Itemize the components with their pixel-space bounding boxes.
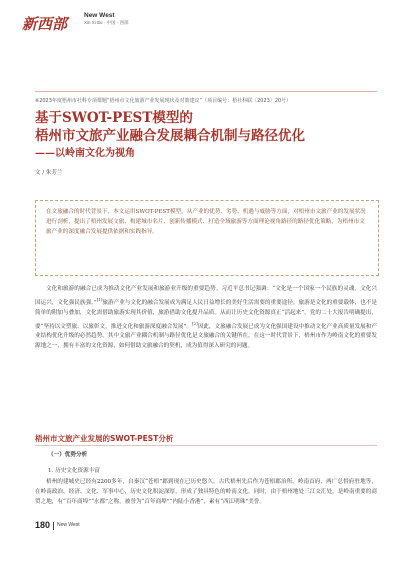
body-paragraph-2: 梧州的建城史已经有2200多年，自秦汉“苍梧”郡到现在已历史悠久。古代梧州先后作为苍梧郡治所、岭南首府、两广总督府驻地等，在岭南政治、经济、文化、军事中心，历史文化积淀深厚，形成了独具特色的岭南文化。同时，由于梧州地处三江交汇处，是岭南重要的商贸之地，有“百年商埠”“水都”之称，被誉为“百年商埠”“内陆小香港”，素有“西江明珠”美誉。 <box>35 479 377 505</box>
logo-english-block <box>84 12 129 26</box>
journal-header <box>22 8 402 38</box>
logo-english: New West <box>84 12 115 19</box>
logo-subtitle: Xin Xi Bu · 中国 · 西部 <box>84 20 129 25</box>
footer-journal-name: New West <box>57 522 80 528</box>
paragraph1c-text: 因此，文旅融合发展已成为文化强国建设中推动文化产业高质量发展和产业结构优化升级的必然趋势。其中文旅产业耦合机制与路径优化是文旅融合的关键所在。在这一时代背景下，梧州市作为岭南文化的重要发源地之一，拥有丰富的文化资源，如何借助文旅融合的契机，成为值得深入研究的问题。 <box>35 323 377 350</box>
paragraph1b-text: 旅游产业与文化的融合发展成为满足人民日益增长的美好生活需要的重要途径，旅游是文化的重要载体，也不是简单的附加与叠加，文化需借助旅游实现其价值，旅游借助文化提升品质。从而让历史文化资源真正“活起来”。党的二十大报告明确提出，要“坚持以文塑旅、以旅彰文，推进文化和旅游深度融合发展”。 <box>35 299 377 330</box>
footer-separator <box>53 522 54 530</box>
paragraph1-text: 文化和旅游的融合已成为推动文化产业发展和旅游业升级的重要趋势。习近平总书记强调：“文化是一个国家一个民族的灵魂，文化兴国运兴，文化强民族强。” <box>35 286 377 306</box>
article-title-line2: 梧州市文旅产业融合发展耦合机制与路径优化 <box>35 128 305 144</box>
author-line: 文 / 朱芳兰 <box>35 170 63 176</box>
sub-subsection-heading: 1. 历史文化资源丰富 <box>48 468 100 474</box>
abstract-box <box>35 200 379 276</box>
subsection-heading: （一）优势分析 <box>48 452 88 458</box>
header-divider <box>35 91 377 92</box>
fund-note: ※2023年度梧州市社科专项课题“梧州市文化旅游产业发展现状及对策建议”（项目编号：梧社科联〔2023〕20号） <box>35 98 292 104</box>
svg-text:新西部: 新西部 <box>22 15 68 33</box>
body-paragraph-1 <box>35 285 377 352</box>
section-divider <box>35 445 377 446</box>
citation-1: [1] <box>96 296 103 302</box>
abstract-text: 在文旅融合的时代背景下，本文运用SWOT-PEST模型，从产业的优势、劣势、机遇与威胁等方面，对梧州市文旅产业的发展状况进行剖析，提出了梧州发展文旅、构建城市名片、创新传播模式、打造全域旅游等方面理论视角路径的路径优化策略，为梧州市文旅产业的深度融合发展提供依据和实践指导。 <box>46 209 366 235</box>
article-subtitle: ——以岭南文化为视角 <box>35 148 135 159</box>
citation-2: [2] <box>192 320 198 326</box>
journal-logo <box>22 12 70 34</box>
article-title-line1: 基于SWOT-PEST模型的 <box>35 110 193 126</box>
section-title: 梧州市文旅产业发展的SWOT-PEST分析 <box>35 434 174 443</box>
page-number: 180 <box>35 520 51 530</box>
